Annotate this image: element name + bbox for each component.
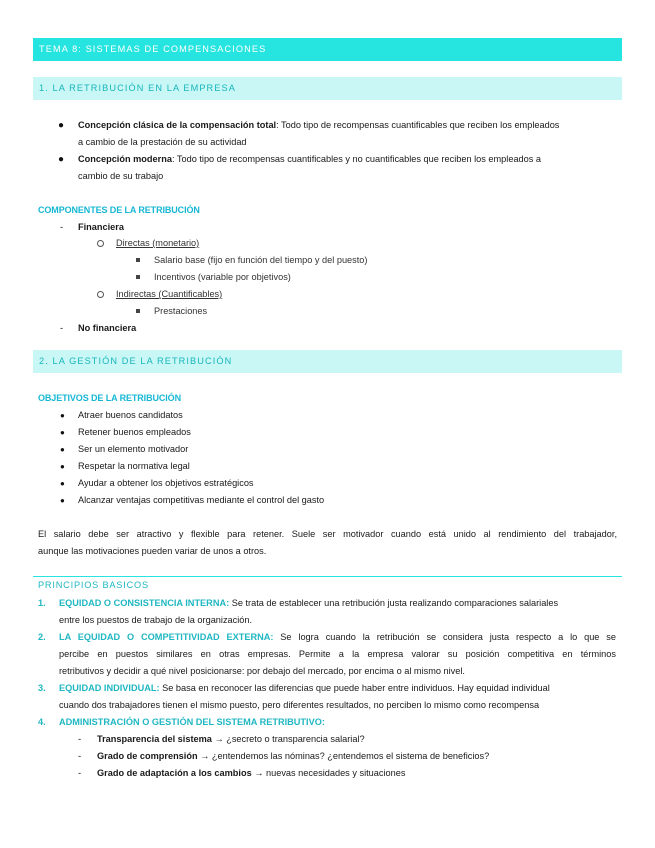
dash-marker: -	[78, 768, 82, 779]
concepcion-moderna	[78, 151, 541, 168]
componente-financiera: Financiera	[78, 222, 124, 232]
objetivo-item: Ayudar a obtener los objetivos estratégicos	[78, 478, 254, 488]
principio-1-label: EQUIDAD O CONSISTENCIA INTERNA:	[59, 598, 230, 608]
sub-item-label: Grado de adaptación a los cambios	[97, 768, 252, 778]
circle-marker	[97, 291, 104, 298]
salario-paragraph-line1: El salario debe ser atractivo y flexible para retener. Suele ser motivador cuando está unido al rendimiento del trabajador,	[38, 529, 617, 539]
principio-3-line2: cuando dos trabajadores tienen el mismo puesto, pero diferentes resultados, no perciben lo mismo como recompensa	[59, 700, 540, 710]
principio-4-sub-item	[97, 731, 365, 748]
bullet-dot: ●	[60, 462, 65, 471]
componente-salario-base: Salario base (fijo en función del tiempo y del puesto)	[154, 255, 368, 265]
principio-2	[59, 629, 616, 646]
bullet-dot: ●	[60, 445, 65, 454]
objetivos-heading: OBJETIVOS DE LA RETRIBUCIÓN	[38, 393, 181, 403]
principio-2-line3: retributivos y decidir a qué nivel posicionarse: por debajo del mercado, por encima o al mismo nivel.	[59, 666, 465, 676]
square-marker	[136, 309, 140, 313]
bullet-dot: ●	[60, 428, 65, 437]
arrow-icon: →	[214, 734, 224, 744]
principio-1	[59, 595, 558, 612]
objetivo-item: Respetar la normativa legal	[78, 461, 190, 471]
bullet-dot: ●	[60, 479, 65, 488]
objetivo-item: Ser un elemento motivador	[78, 444, 189, 454]
circle-marker	[97, 240, 104, 247]
bullet-dot: ●	[60, 496, 65, 505]
concepcion-clasica	[78, 117, 615, 134]
sub-item-text: nuevas necesidades y situaciones	[263, 768, 406, 778]
principio-1-line2: entre los puestos de trabajo de la organización.	[59, 615, 253, 625]
principio-2-line2: percibe en puestos similares en otras empresas. Permite a la empresa valorar su posición competitiva en términos	[59, 649, 616, 659]
principio-number: 2.	[38, 632, 46, 642]
page-title: TEMA 8: SISTEMAS DE COMPENSACIONES	[33, 38, 622, 61]
concepcion-clasica-label: Concepción clásica de la compensación total	[78, 120, 277, 130]
dash-marker: -	[60, 323, 64, 334]
square-marker	[136, 258, 140, 262]
objetivo-item: Atraer buenos candidatos	[78, 410, 183, 420]
componente-prestaciones: Prestaciones	[154, 306, 208, 316]
bullet-dot: ●	[58, 120, 65, 131]
concepcion-clasica-line2: a cambio de la prestación de su actividad	[78, 137, 247, 147]
concepcion-moderna-text: : Todo tipo de recompensas cuantificables y no cuantificables que reciben los empleados a	[171, 154, 542, 164]
principios-heading: PRINCIPIOS BASICOS	[38, 580, 149, 590]
componente-indirectas: Indirectas (Cuantificables)	[116, 289, 223, 299]
principio-3	[59, 680, 550, 697]
concepcion-clasica-text: : Todo tipo de recompensas cuantificables que reciben los empleados	[276, 120, 560, 130]
principio-number: 1.	[38, 598, 46, 608]
principio-number: 4.	[38, 717, 46, 727]
section-2-heading: 2. LA GESTIÓN DE LA RETRIBUCIÓN	[33, 350, 622, 373]
sub-item-text: ¿entendemos las nóminas? ¿entendemos el sistema de beneficios?	[209, 751, 490, 761]
objetivo-item: Alcanzar ventajas competitivas mediante el control del gasto	[78, 495, 325, 505]
square-marker	[136, 275, 140, 279]
componente-incentivos: Incentivos (variable por objetivos)	[154, 272, 291, 282]
componentes-heading: COMPONENTES DE LA RETRIBUCIÓN	[38, 205, 200, 215]
sub-item-label: Transparencia del sistema	[97, 734, 212, 744]
bullet-dot: ●	[58, 154, 65, 165]
principio-3-label: EQUIDAD INDIVIDUAL:	[59, 683, 160, 693]
sub-item-label: Grado de comprensión	[97, 751, 198, 761]
principio-1-text: Se trata de establecer una retribución justa realizando comparaciones salariales	[229, 598, 559, 608]
bullet-dot: ●	[60, 411, 65, 420]
principio-4-sub-item	[97, 748, 489, 765]
dash-marker: -	[78, 751, 82, 762]
principio-3-text: Se basa en reconocer las diferencias que puede haber entre individuos. Hay equidad individual	[159, 683, 550, 693]
arrow-icon: →	[254, 768, 264, 778]
principio-4-sub-item	[97, 765, 405, 782]
dash-marker: -	[60, 222, 64, 233]
salario-paragraph-line2: aunque las motivaciones pueden variar de unos a otros.	[38, 546, 267, 556]
componente-no-financiera: No financiera	[78, 323, 137, 333]
concepcion-moderna-line2: cambio de su trabajo	[78, 171, 164, 181]
principio-number: 3.	[38, 683, 46, 693]
divider	[33, 576, 622, 577]
section-1-heading: 1. LA RETRIBUCIÓN EN LA EMPRESA	[33, 77, 622, 100]
sub-item-text: ¿secreto o transparencia salarial?	[223, 734, 365, 744]
arrow-icon: →	[200, 751, 210, 761]
principio-2-text: Se logra cuando la retribución se considera justa respecto a lo que se	[273, 632, 616, 642]
objetivo-item: Retener buenos empleados	[78, 427, 191, 437]
dash-marker: -	[78, 734, 82, 745]
concepcion-moderna-label: Concepción moderna	[78, 154, 172, 164]
componente-directas: Directas (monetario)	[116, 238, 200, 248]
principio-4-label: ADMINISTRACIÓN O GESTIÓN DEL SISTEMA RETRIBUTIVO:	[59, 717, 325, 727]
principio-2-label: LA EQUIDAD O COMPETITIVIDAD EXTERNA:	[59, 632, 274, 642]
